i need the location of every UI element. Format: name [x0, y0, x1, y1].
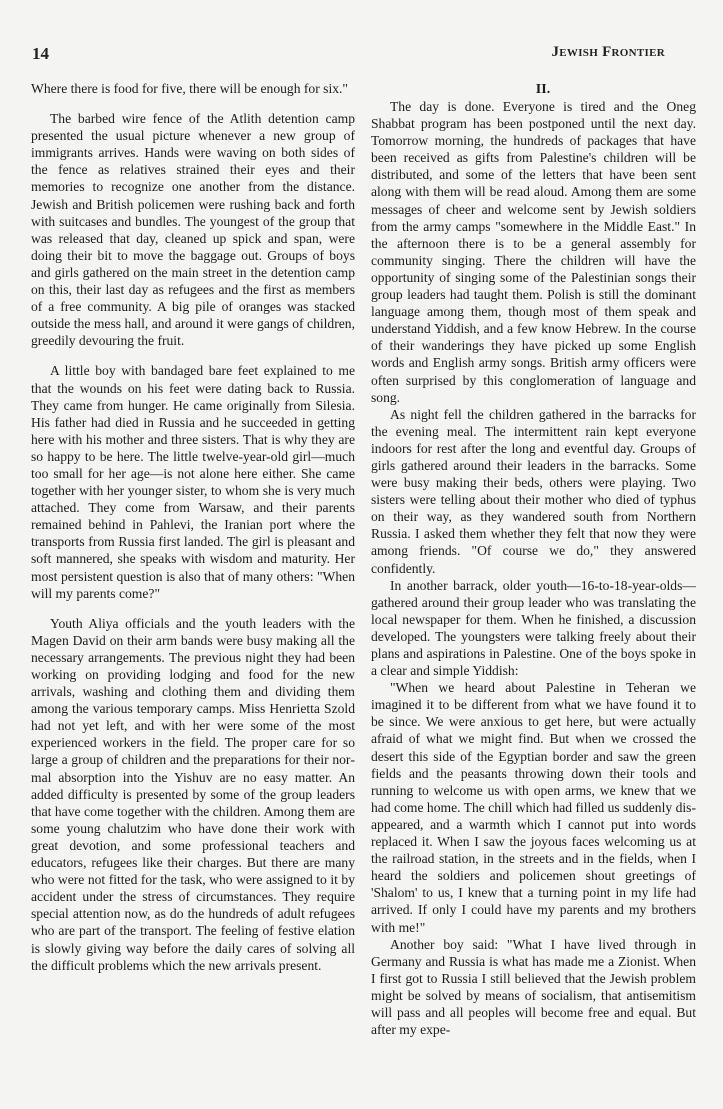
left-column — [31, 80, 355, 974]
paragraph: In another barrack, older youth—16-to-18-year-olds—gathered around their group leader who was translating the local newspaper for them. When he finished, a discussion developed. The youngsters were talking freely about their plans and aspirations in Palestine. One of the boys spoke in a clear and simple Yiddish: — [371, 577, 696, 679]
paragraph: Where there is food for five, there will be enough for six." — [31, 81, 348, 96]
paragraph: The day is done. Everyone is tired and the Oneg Shabbat program has been postponed until the next day. Tomorrow morning, the hundreds of packages that have been received as gifts from Palestine's children will be distributed, and some of the letters that have been sent along with them will be read aloud. Among them are some messages of cheer and welcome sent by Jewish soldiers from the army camps "somewhere in the Middle East." In the afternoon there is to be a general assembly for community singing. There the children will have the opportunity of singing some of the Palestinian songs their group leaders had taught them. Polish is still the dominant language among them, though most of them speak and understand Yiddish, and a few know Hebrew. In the course of their wanderings they have picked up some English words and English army songs. British army officers were often surprised by this conglomeration of language and song. — [371, 99, 696, 405]
paragraph: Another boy said: "What I have lived through in Germany and Russia is what has made me a Zionist. When I first got to Russia I still believed that the Jewish problem might be solved by means of socialism, that antisemitism will pass and all peoples will become free and equal. But after my expe- — [371, 936, 696, 1038]
running-head: Jewish Frontier — [551, 44, 665, 60]
right-column — [371, 81, 696, 1038]
paragraph: "When we heard about Palestine in Teheran we imagined it to be different from what we have found it to be since. We were anxious to get here, but were actually afraid of what we might find. But when we crossed the desert this side of the Egyptian border and saw the green fields and the peasants throwing down their tools and running to welcome us with open arms, we knew that we had come home. The chill which had filled us suddenly disappeared, and a warmth which I cannot put into words replaced it. When I saw the joyous faces welcoming us at the railroad station, in the streets and in the fields, when I heard the soldiers and policemen shout greetings of 'Shalom' to us, I knew that a turning point in my life had arrived. If only I could have my parents and my brothers with me!" — [371, 680, 696, 935]
paragraph: The barbed wire fence of the Atlith detention camp presented the usual picture whenever a new group of immigrants arrives. Hands were waving on both sides of the fence as relatives strained their eyes and their memories to recognize one another from the distance. Jewish and British policemen were rushing back and forth with suitcases and bundles. The youngest of the group that was released that day, cleaned up spick and span, were doing their bit to move the baggage out. Groups of boys and girls gathered on the main street in the detention camp on this, their last day as refugees and the first as members of a free community. A big pile of oranges was stacked outside the mess hall, and around it were gangs of children, greedily devouring the fruit. — [31, 111, 355, 349]
section-heading: II. — [535, 82, 551, 97]
paragraph: Youth Aliya officials and the youth leaders with the Magen David on their arm bands were busy making all the necessary arrangements. The previous night they had been working on providing lodging and food for the new arrivals, washing and clothing them and dividing them among the various temporary camps. Miss Henrietta Szold had not yet left, and with her were some of the most experienced workers in the field. The proper care for so large a group of children and the preparations for their normal absorption into the Yishuv are no easy matter. An added difficulty is presented by some of the group leaders that have come together with the children. Among them are some young chalutzim who have done their work with great devotion, and some professional teachers and educators, refugees like their charges. But there are many who were not fitted for the task, who were assigned to it by accident under the stress of circumstances. They require special attention now, as do the hundreds of adult refugees who are part of the transport. The feeling of festive elation is slowly giving way before the daily cares of solving all the difficult problems which the new arrivals present. — [31, 615, 355, 973]
paragraph: A little boy with bandaged bare feet explained to me that the wounds on his feet were dating back to Russia. They came from hunger. He came originally from Silesia. His father had died in Russia and he succeeded in getting here with his mother and three sisters. That is why they are so happy to be here. The little twelve-year-old girl—much too small for her age—is not alone here either. She came together with her younger sister, to whom she is very much attached. They come from Warsaw, and their parents remained behind in Pahlevi, the Iranian port where the transports from Russia first landed. The girl is pleasant and soft mannered, she speaks with wisdom and maturity. Her most persistent question is also that of many others: "When will my parents come?" — [31, 363, 355, 601]
page-number: 14 — [32, 44, 49, 63]
paragraph: As night fell the children gathered in the barracks for the evening meal. The intermittent rain kept everyone indoors for rest after the long and eventful day. Groups of girls gathered around their leaders in the barracks. Some were busy making their beds, others were playing. Two sisters were telling about their mother who died of typhus on their way, as they wandered south from Northern Russia. I asked them whether they felt that now they were among friends. "Of course we do," they answered confidently. — [371, 406, 696, 576]
